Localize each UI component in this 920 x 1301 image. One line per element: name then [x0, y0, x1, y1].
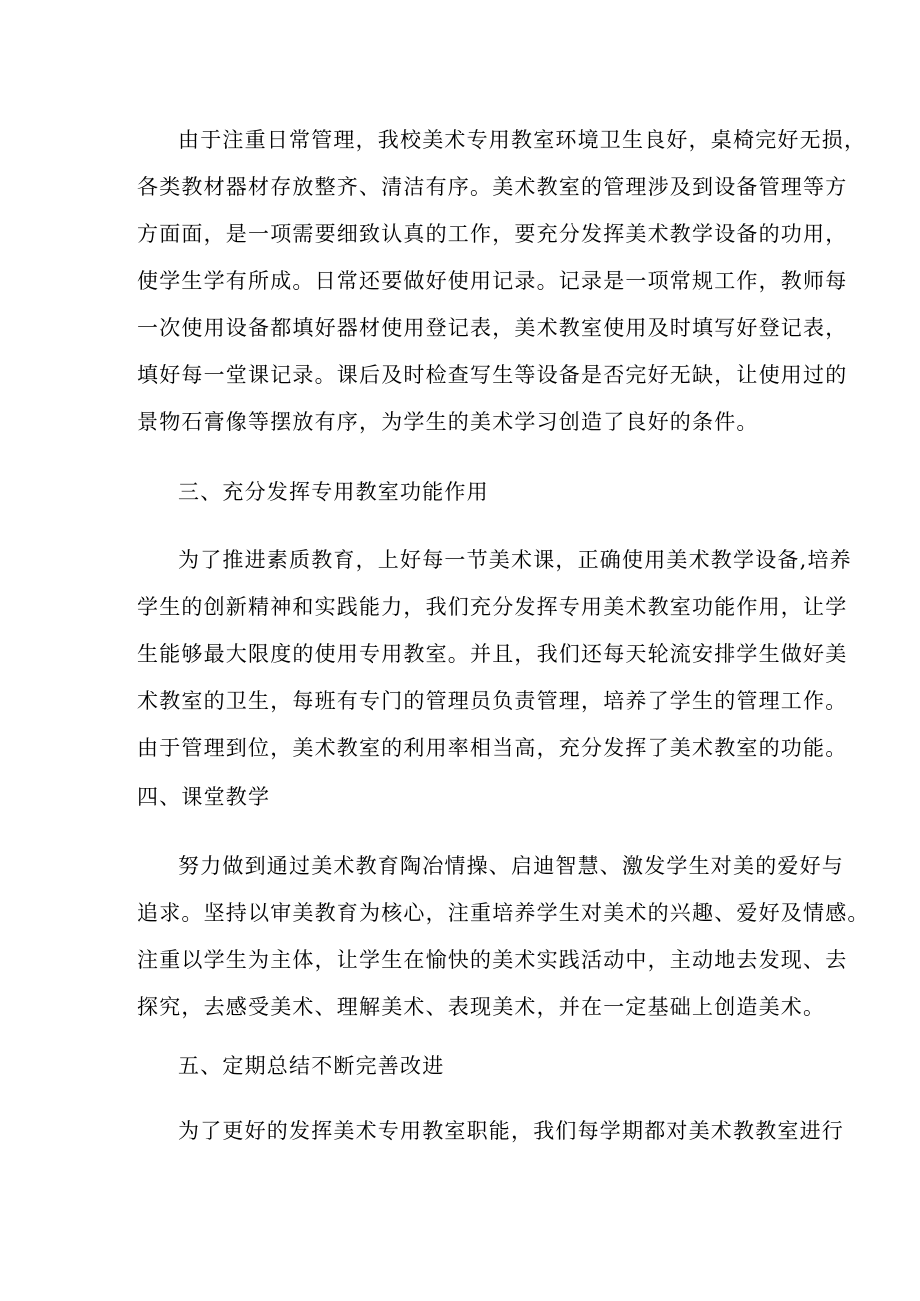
section-heading-4: 四、课堂教学 — [137, 785, 271, 809]
paragraph-1-line-4: 使学生学有所成。日常还要做好使用记录。记录是一项常规工作，教师每 — [137, 269, 848, 293]
paragraph-3-line-1: 努力做到通过美术教育陶冶情操、启迪智慧、激发学生对美的爱好与 — [178, 854, 844, 878]
paragraph-3-line-3: 注重以学生为主体，让学生在愉快的美术实践活动中，主动地去发现、去 — [137, 948, 848, 972]
paragraph-4-line-1: 为了更好的发挥美术专用教室职能，我们每学期都对美术教教室进行 — [178, 1119, 844, 1143]
paragraph-2-line-2: 学生的创新精神和实践能力，我们充分发挥专用美术教室功能作用，让学 — [137, 595, 848, 619]
paragraph-1-line-2: 各类教材器材存放整齐、清洁有序。美术教室的管理涉及到设备管理等方 — [137, 175, 848, 199]
paragraph-1-line-5: 一次使用设备都填好器材使用登记表，美术教室使用及时填写好登记表， — [137, 316, 848, 340]
paragraph-2-line-1: 为了推进素质教育，上好每一节美术课，正确使用美术教学设备,培养 — [178, 548, 852, 572]
paragraph-1-line-3: 方面面，是一项需要细致认真的工作，要充分发挥美术教学设备的功用， — [137, 222, 848, 246]
paragraph-3-line-4: 探究，去感受美术、理解美术、表现美术，并在一定基础上创造美术。 — [137, 995, 826, 1019]
paragraph-2-line-3: 生能够最大限度的使用专用教室。并且，我们还每天轮流安排学生做好美 — [137, 642, 848, 666]
paragraph-3-line-2: 追求。坚持以审美教育为核心，注重培养学生对美术的兴趣、爱好及情感。 — [137, 901, 870, 925]
paragraph-1-line-1: 由于注重日常管理，我校美术专用教室环境卫生良好，桌椅完好无损， — [178, 128, 867, 152]
paragraph-1-line-7: 景物石膏像等摆放有序，为学生的美术学习创造了良好的条件。 — [137, 410, 759, 434]
paragraph-2-line-5: 由于管理到位，美术教室的利用率相当高，充分发挥了美术教室的功能。 — [137, 736, 848, 760]
paragraph-2-line-4: 术教室的卫生，每班有专门的管理员负责管理，培养了学生的管理工作。 — [137, 689, 848, 713]
section-heading-3: 三、充分发挥专用教室功能作用 — [178, 480, 489, 504]
paragraph-1-line-6: 填好每一堂课记录。课后及时检查写生等设备是否完好无缺，让使用过的 — [137, 363, 848, 387]
section-heading-5: 五、定期总结不断完善改进 — [178, 1054, 445, 1078]
